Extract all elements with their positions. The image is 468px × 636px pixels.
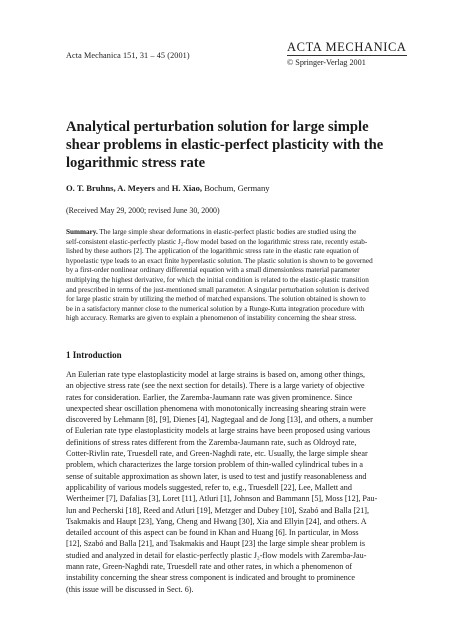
body-line: Cotter-Rivlin rate, Truesdell rate, and Green-Naghdi rate, etc. Usually, the large simple shear [66,449,368,459]
body-line: of Eulerian rate type elastoplasticity models at large strains have been proposed using various [66,426,371,436]
body-line: rates for consideration. Earlier, the Zaremba-Jaumann rate was given prominence. Since [66,392,353,402]
abstract-line: lished by these authors [2]. The application of the logarithmic stress rate in the elastic rate equation of [66,247,359,256]
author-name-last: H. Xiao, [171,183,203,193]
body-line: [12], Szabó and Balla [21], and Tsakmakis and Haupt [23] the large simple shear problem is [66,539,366,549]
body-line: Wertheimer [7], Dafalias [3], Loret [11], Atluri [1], Johnson and Bammann [5], Moss [12], Pau- [66,494,378,504]
author-conjunction: and [157,183,170,193]
journal-masthead: ACTA MECHANICA [287,40,407,54]
copyright-notice: © Springer-Verlag 2001 [287,58,366,67]
abstract-label: Summary. [66,228,98,236]
body-line: studied and analyzed in detail for elastic-perfectly plastic J₂-flow models with Zaremba-Jau- [66,550,367,560]
body-line: lun and Pecherski [18], Reed and Atluri [19], Metzger and Dubey [10], Szabó and Balla [21], [66,505,370,515]
abstract-line: for large plastic strain by utilizing the method of matched expansions. The solution obtained is shown to [66,295,366,304]
body-line: An Eulerian rate type elastoplasticity model at large strains is based on, among other things, [66,370,366,379]
body-line: an objective stress rate (see the next section for details). There is a large variety of objective [66,381,365,391]
title-line: shear problems in elastic-perfect plasticity with the [66,137,384,153]
body-line: Tsakmakis and Haupt [23], Yang, Cheng and Hwang [30], Xia and Ellyin [24], and others. A [66,516,367,526]
body-line: problem, which characterizes the large torsion problem of thin-walled cylindrical tubes in a [66,460,363,470]
abstract-line: The large simple shear deformations in elastic-perfect plastic bodies are studied using the [99,228,357,236]
author-names: O. T. Bruhns, A. Meyers [66,183,155,193]
title-line: logarithmic stress rate [66,155,206,171]
abstract-line: hypoelastic type leads to an exact finite hyperelastic solution. The plastic solution is shown to be governed [66,256,373,265]
body-line: definitions of stress rates different from the Zaremba-Jaumann rate, such as Oldroyd rate, [66,437,357,447]
body-line: detailed account of this aspect can be found in Khan and Huang [6]. In particular, in Moss [66,528,359,538]
abstract-line: self-consistent elastic-perfectly plastic J₂-flow model based on the logarithmic stress rate, recently estab- [66,237,368,246]
abstract-line: be in a satisfactory manner close to the numerical solution by a Runge-Kutta integration procedure with [66,304,365,313]
abstract-line: high accuracy. Remarks are given to explain a phenomenon of instability concerning the shear stress. [66,314,357,323]
abstract-line-first [66,228,408,238]
title-line: Analytical perturbation solution for large simple [66,119,369,135]
author-line [66,183,406,193]
body-line: sense of suitable approximation as shown later, is used to test and justify reasonableness and [66,471,367,481]
journal-reference: Acta Mechanica 151, 31 – 45 (2001) [66,51,190,60]
abstract-line: by a first-order nonlinear ordinary differential equation with a small dimensionless material parameter [66,266,360,275]
received-dates: (Received May 29, 2000; revised June 30, 2000) [66,206,220,215]
masthead-rule [287,55,407,56]
body-line: instability concerning the shear stress component is indicated and brought to prominence [66,573,356,583]
body-line: discovered by Lehmann [8], [9], Dienes [4], Nagtegaal and de Jong [13], and others, a number [66,415,373,425]
body-line: unexpected shear oscillation phenomena with monotonically increasing shearing strain were [66,403,366,413]
abstract-line: multiplying the highest derivative, for which the initial condition is related to the elastic-plastic transition [66,275,369,284]
body-line: (this issue will be discussed in Sect. 6). [66,584,194,594]
body-line: mann rate, Green-Naghdi rate, Truesdell rate and other rates, in which a phenomenon of [66,562,353,572]
introduction-body [66,369,411,595]
abstract-line: and prescribed in terms of the just-mentioned small parameter. A singular perturbation solution is derived [66,285,369,294]
article-title [66,118,406,172]
abstract [66,228,408,324]
author-affiliation: Bochum, Germany [204,183,270,193]
body-line: applicability of various models suggested, refer to, e.g., Truesdell [22], Lee, Mallett and [66,482,352,492]
section-heading: 1 Introduction [66,350,122,360]
